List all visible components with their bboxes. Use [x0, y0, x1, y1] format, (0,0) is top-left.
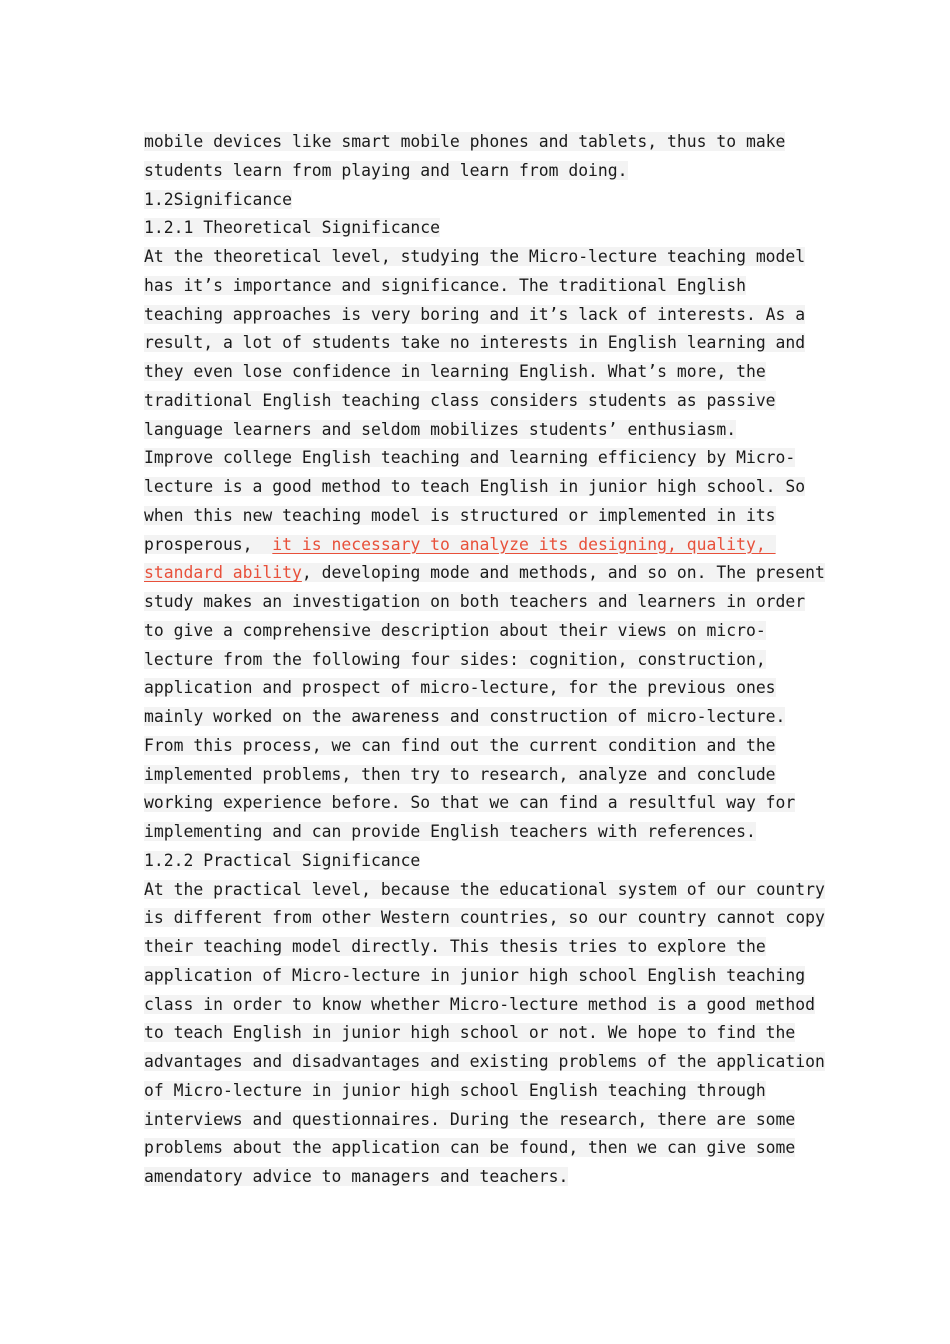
text-line-content: lecture from the following four sides: cognition, construction,	[144, 649, 766, 669]
text-line	[144, 559, 824, 588]
text-line-content: has it’s importance and significance. The traditional English	[144, 275, 746, 295]
highlighted-link-text[interactable]: standard ability	[144, 563, 302, 583]
text-line	[144, 761, 824, 790]
text-line-content: they even lose confidence in learning English. What’s more, the	[144, 362, 766, 381]
highlighted-link-text[interactable]: it is necessary to analyze its designing, quality,	[272, 534, 776, 554]
text-line	[144, 358, 824, 387]
text-line-content: to give a comprehensive description about their views on micro-	[144, 620, 766, 640]
text-line	[144, 387, 824, 416]
text-line	[144, 646, 824, 675]
text-line	[144, 1106, 824, 1135]
text-line	[144, 1163, 824, 1192]
text-line	[144, 933, 824, 962]
text-line-content: teaching approaches is very boring and it’s lack of interests. As a	[144, 304, 806, 324]
text-line	[144, 128, 824, 157]
text-line-content: From this process, we can find out the current condition and the	[144, 735, 776, 755]
text-line-content: language learners and seldom mobilizes students’ enthusiasm.	[144, 419, 737, 439]
text-line	[144, 243, 824, 272]
text-line-content: At the practical level, because the educational system of our country	[144, 879, 825, 899]
text-line-content: working experience before. So that we can find a resultful way for	[144, 793, 796, 813]
text-line-content: mobile devices like smart mobile phones and tablets, thus to make	[144, 132, 786, 151]
text-line-content: interviews and questionnaires. During the research, there are some	[144, 1109, 796, 1129]
text-line	[144, 1134, 824, 1163]
text-line	[144, 157, 824, 186]
text-line-content: mainly worked on the awareness and construction of micro-lecture.	[144, 707, 786, 726]
text-line-content: 1.2Significance	[144, 189, 293, 209]
text-line-content: At the theoretical level, studying the Micro-lecture teaching model	[144, 247, 806, 266]
text-line-content: 1.2.2 Practical Significance	[144, 850, 421, 870]
text-line-content: of Micro-lecture in junior high school English teaching through	[144, 1080, 766, 1100]
text-line	[144, 617, 824, 646]
text-line	[144, 703, 824, 732]
text-line-content: application and prospect of micro-lecture, for the previous ones	[144, 678, 776, 698]
text-line-content: when this new teaching model is structured or implemented in its	[144, 505, 776, 525]
text-line	[144, 1077, 824, 1106]
text-line-content: class in order to know whether Micro-lecture method is a good method	[144, 994, 816, 1014]
text-line-content: implemented problems, then try to research, analyze and conclude	[144, 764, 776, 784]
text-line	[144, 444, 824, 473]
text-segment: , developing mode and methods, and so on. The present	[301, 563, 825, 583]
text-line-content: result, a lot of students take no interests in English learning and	[144, 333, 806, 353]
text-line	[144, 301, 824, 330]
text-line-content: to teach English in junior high school or not. We hope to find the	[144, 1023, 796, 1043]
text-line	[144, 818, 824, 847]
text-line	[144, 1019, 824, 1048]
text-line-content: advantages and disadvantages and existing problems of the application	[144, 1052, 825, 1071]
text-line-content: traditional English teaching class considers students as passive	[144, 390, 776, 410]
text-line	[144, 588, 824, 617]
text-line	[144, 1048, 824, 1077]
text-line-content: Improve college English teaching and learning efficiency by Micro-	[144, 448, 796, 468]
text-line-content: study makes an investigation on both teachers and learners in order	[144, 592, 806, 611]
text-line	[144, 272, 824, 301]
document-body	[144, 128, 824, 1192]
text-line-content: amendatory advice to managers and teachers.	[144, 1167, 569, 1186]
text-line	[144, 502, 824, 531]
text-line-content: lecture is a good method to teach English in junior high school. So	[144, 477, 806, 496]
text-line	[144, 186, 824, 215]
text-line-content: is different from other Western countries, so our country cannot copy	[144, 908, 825, 928]
text-line-content: 1.2.1 Theoretical Significance	[144, 218, 441, 238]
text-line	[144, 473, 824, 502]
text-line	[144, 416, 824, 445]
text-line-content: their teaching model directly. This thesis tries to explore the	[144, 937, 766, 956]
text-line	[144, 847, 824, 876]
text-line	[144, 329, 824, 358]
text-line	[144, 991, 824, 1020]
text-line	[144, 962, 824, 991]
text-line	[144, 732, 824, 761]
text-segment: prosperous,	[144, 534, 263, 554]
text-line	[144, 214, 824, 243]
text-line-content: implementing and can provide English teachers with references.	[144, 822, 756, 841]
text-line	[144, 904, 824, 933]
text-line	[144, 876, 824, 905]
text-line	[144, 674, 824, 703]
text-line-content: application of Micro-lecture in junior high school English teaching	[144, 965, 806, 985]
text-line-content: problems about the application can be found, then we can give some	[144, 1138, 796, 1158]
text-line-content: students learn from playing and learn from doing.	[144, 160, 628, 180]
text-line	[144, 789, 824, 818]
text-line	[144, 531, 824, 560]
